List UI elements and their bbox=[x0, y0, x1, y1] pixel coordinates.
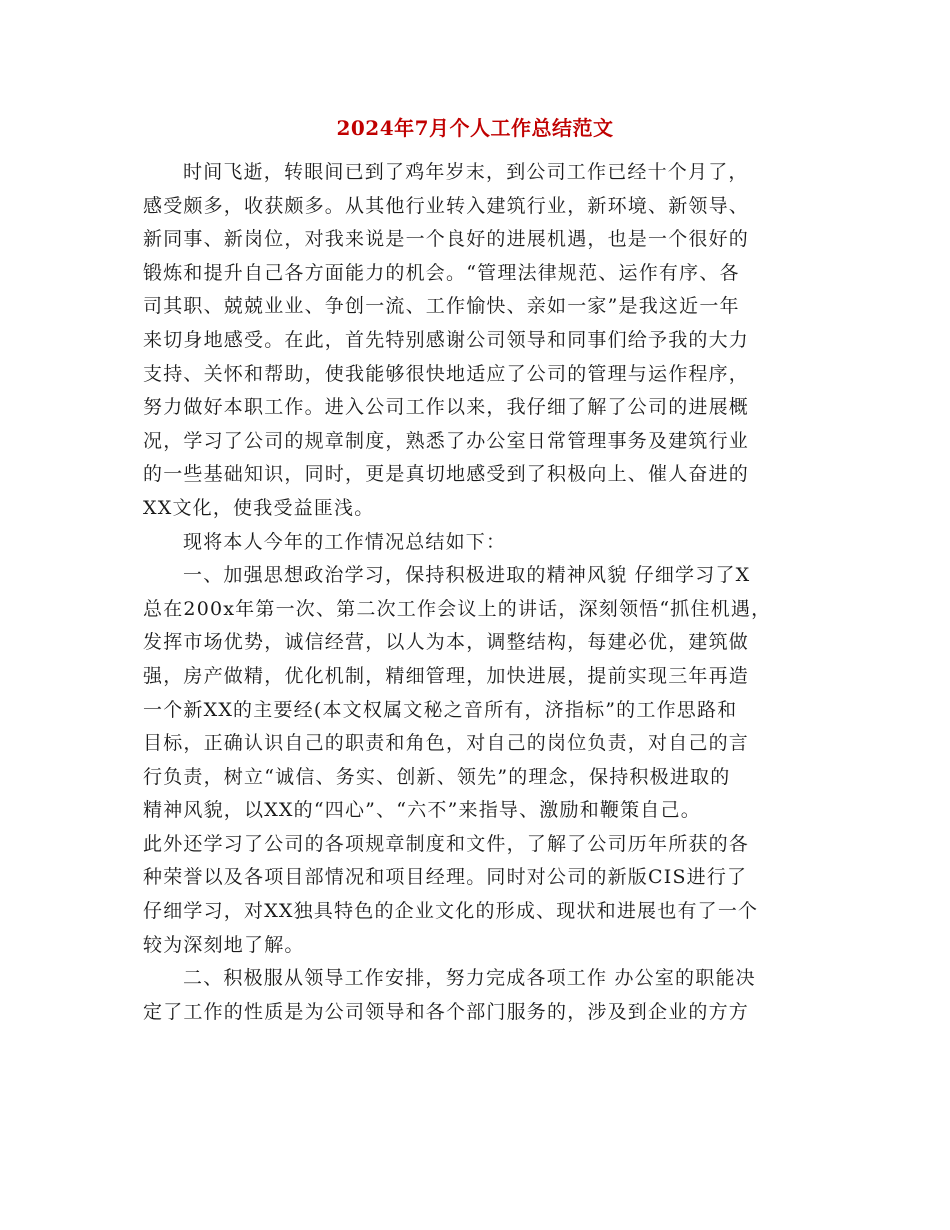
text-line: 的一些基础知识，同时，更是真切地感受到了积极向上、催人奋进的 bbox=[143, 463, 750, 486]
text-line: 感受颇多，收获颇多。从其他行业转入建筑行业，新环境、新领导、 bbox=[143, 194, 750, 217]
text-line: 支持、关怀和帮助，使我能够很快地适应了公司的管理与运作程序， bbox=[143, 362, 750, 385]
text-line: 定了工作的性质是为公司领导和各个部门服务的，涉及到企业的方方 bbox=[143, 1000, 750, 1023]
text-line: XX文化，使我受益匪浅。 bbox=[143, 496, 375, 519]
text-line: 一、加强思想政治学习，保持积极进取的精神风貌 仔细学习了X bbox=[183, 564, 751, 587]
text-line: 二、积极服从领导工作安排，努力完成各项工作 办公室的职能决 bbox=[183, 967, 756, 990]
text-line: 锻炼和提升自己各方面能力的机会。“管理法律规范、运作有序、各 bbox=[143, 261, 740, 284]
document-title: 2024年7月个人工作总结范文 bbox=[336, 116, 614, 140]
text-line: 较为深刻地了解。 bbox=[143, 933, 305, 956]
text-line: 况，学习了公司的规章制度，熟悉了办公室日常管理事务及建筑行业 bbox=[143, 429, 750, 452]
text-line: 目标，正确认识自己的职责和角色，对自己的岗位负责，对自己的言 bbox=[143, 732, 750, 755]
text-line: 新同事、新岗位，对我来说是一个良好的进展机遇，也是一个很好的 bbox=[143, 228, 750, 251]
text-line: 种荣誉以及各项目部情况和项目经理。同时对公司的新版CIS进行了 bbox=[143, 866, 748, 889]
text-line: 时间飞逝，转眼间已到了鸡年岁末，到公司工作已经十个月了， bbox=[183, 161, 749, 183]
text-line: 发挥市场优势，诚信经营，以人为本，调整结构，每建必优，建筑做 bbox=[143, 631, 750, 654]
text-line: 司其职、兢兢业业、争创一流、工作愉快、亲如一家”是我这近一年 bbox=[143, 295, 740, 318]
text-line: 精神风貌，以XX的“四心”、“六不”来指导、激励和鞭策自己。 bbox=[143, 799, 701, 822]
text-line: 总在200x年第一次、第二次工作会议上的讲话，深刻领悟“抓住机遇， bbox=[143, 597, 772, 620]
text-line: 来切身地感受。在此，首先特别感谢公司领导和同事们给予我的大力 bbox=[143, 328, 750, 351]
text-line: 仔细学习，对XX独具特色的企业文化的形成、现状和进展也有了一个 bbox=[143, 900, 759, 923]
text-line: 现将本人今年的工作情况总结如下： bbox=[183, 530, 507, 553]
document-body bbox=[143, 156, 823, 1029]
text-line: 一个新XX的主要经(本文权属文秘之音所有，济指标”的工作思路和 bbox=[143, 698, 738, 721]
text-line: 行负责，树立“诚信、务实、创新、领先”的理念，保持积极进取的 bbox=[143, 765, 731, 788]
text-line: 强，房产做精，优化机制，精细管理，加快进展，提前实现三年再造 bbox=[143, 664, 750, 687]
text-line: 此外还学习了公司的各项规章制度和文件，了解了公司历年所获的各 bbox=[143, 832, 750, 855]
text-line: 努力做好本职工作。进入公司工作以来，我仔细了解了公司的进展概 bbox=[143, 396, 750, 419]
